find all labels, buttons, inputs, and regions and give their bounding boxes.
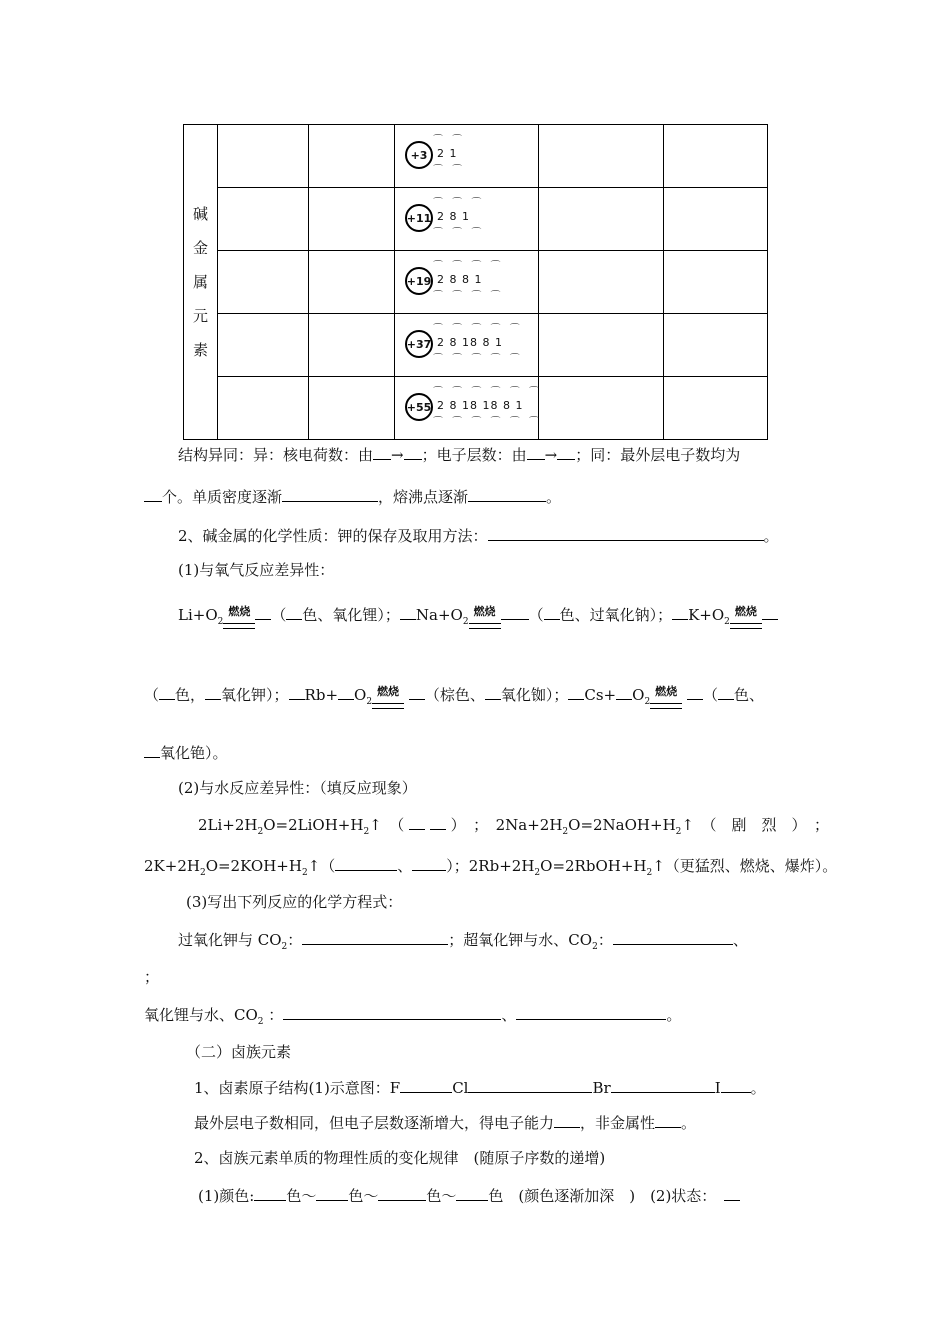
nucleus-charge: +37 (405, 330, 433, 358)
text-segment: K+O (688, 606, 725, 624)
text-segment: 、 (501, 1006, 517, 1024)
subscript: 2 (217, 617, 224, 627)
blank-cell[interactable] (309, 188, 395, 251)
subscript: 2 (257, 827, 264, 837)
blank-cell[interactable] (218, 377, 309, 440)
shell-electrons: 2 8 8 1 (437, 273, 483, 286)
text-segment: ）；2Rb+2H (446, 857, 535, 875)
blank-input[interactable] (687, 684, 703, 700)
table-row (184, 251, 768, 314)
atom-structure-diagram-na (403, 194, 533, 244)
blank-input[interactable] (412, 855, 446, 871)
density-line (144, 486, 561, 507)
lithium-oxide-equation-line (144, 1004, 681, 1032)
table-row (184, 125, 768, 188)
blank-input[interactable] (724, 1185, 740, 1201)
blank-input[interactable] (378, 1185, 426, 1201)
halogen-structure-line (194, 1077, 766, 1098)
atom-diagram-cell (395, 188, 539, 251)
blank-input[interactable] (456, 1185, 488, 1201)
blank-input[interactable] (762, 604, 778, 620)
blank-input[interactable] (316, 1185, 348, 1201)
text-segment: Rb+ (304, 686, 339, 704)
text-segment: 色， (175, 686, 206, 704)
text-segment: 1、卤素原子结构(1)示意图：F (194, 1079, 401, 1097)
text-segment: 氧化锂与水、CO (144, 1006, 258, 1024)
text-segment: 个。单质密度逐渐 (162, 488, 283, 506)
blank-input[interactable] (655, 1112, 681, 1128)
text-segment: 最外层电子数相同，但电子层数逐渐增大，得电子能力 (194, 1114, 555, 1132)
blank-input[interactable] (501, 604, 529, 620)
blank-input[interactable] (286, 604, 302, 620)
shell-arcs-bottom: ⌒ ⌒ ⌒ ⌒ ⌒ ⌒ (433, 417, 542, 428)
text-segment: 色 (颜色逐渐加深 ) (2)状态： (488, 1187, 709, 1205)
subscript: 2 (281, 942, 288, 952)
text-segment: O=2KOH+H (205, 857, 302, 875)
atom-diagram-cell (395, 125, 539, 188)
text-segment: I (714, 1079, 721, 1097)
arrow-glyph: → (391, 446, 404, 464)
structure-comparison-line (178, 444, 740, 465)
text-segment: 2、碱金属的化学性质：钾的保存及取用方法： (178, 527, 488, 545)
blank-input[interactable] (289, 684, 305, 700)
blank-input[interactable] (611, 1077, 715, 1093)
blank-cell[interactable] (539, 377, 664, 440)
blank-input[interactable] (718, 684, 734, 700)
water-reaction-line-1 (198, 814, 829, 842)
subscript: 2 (534, 868, 541, 878)
blank-input[interactable] (468, 486, 546, 502)
text-segment: ↑ （ (369, 816, 405, 834)
blank-input[interactable] (373, 444, 391, 460)
blank-input[interactable] (468, 1077, 592, 1093)
shell-electrons: 2 8 18 8 1 (437, 336, 503, 349)
blank-input[interactable] (721, 1077, 751, 1093)
water-reaction-heading: (2)与水反应差异性：（填反应现象） (178, 779, 417, 797)
blank-cell[interactable] (539, 188, 664, 251)
subscript: 2 (462, 617, 469, 627)
outer-electron-line (194, 1112, 696, 1133)
shell-arcs-top: ⌒ ⌒ ⌒ ⌒ ⌒ (433, 324, 523, 335)
text-segment: 色、氧化锂）； (302, 606, 400, 624)
nucleus-charge: +19 (405, 267, 433, 295)
nucleus-charge: +11 (405, 204, 433, 232)
blank-cell[interactable] (539, 125, 664, 188)
subscript: 2 (646, 868, 653, 878)
blank-input[interactable] (335, 855, 397, 871)
shell-arcs-bottom: ⌒ ⌒ ⌒ ⌒ (433, 291, 504, 302)
reaction-condition: 燃烧 (228, 605, 251, 618)
text-segment: ；同：最外层电子数均为 (575, 446, 741, 464)
reaction-condition: 燃烧 (377, 685, 400, 698)
text-segment: Na+O (415, 606, 463, 624)
blank-cell[interactable] (218, 314, 309, 377)
atom-diagram-cell (395, 377, 542, 440)
atom-structure-diagram-k (403, 257, 533, 307)
subscript: 2 (301, 868, 308, 878)
blank-input[interactable] (409, 814, 425, 830)
subscript: 2 (675, 827, 682, 837)
blank-input[interactable] (527, 444, 545, 460)
blank-input[interactable] (283, 1004, 501, 1020)
continuation-semicolon: ； (144, 968, 160, 986)
shell-arcs-top: ⌒ ⌒ (433, 135, 466, 146)
text-segment: 。 (681, 1114, 697, 1132)
blank-cell[interactable] (218, 125, 309, 188)
blank-cell[interactable] (309, 125, 395, 188)
table-row (184, 188, 768, 251)
group-label-char: 金 (192, 239, 208, 257)
text-segment: ，熔沸点逐渐 (378, 488, 469, 506)
alkali-metal-table (183, 124, 768, 440)
halogen-section-title: （二）卤族元素 (186, 1043, 292, 1061)
text-segment: ↑ （ 剧 烈 ） ； (681, 816, 829, 834)
blank-cell[interactable] (664, 251, 768, 314)
text-segment: ↑（ (307, 857, 336, 875)
subscript: 2 (724, 617, 730, 627)
blank-input[interactable] (302, 929, 448, 945)
blank-cell[interactable] (309, 377, 395, 440)
blank-input[interactable] (488, 525, 764, 541)
text-segment: 。 (546, 488, 562, 506)
atom-diagram-cell (395, 314, 539, 377)
text-segment: (1)颜色: (198, 1187, 255, 1205)
text-segment: 、 (732, 931, 748, 949)
text-segment: O (632, 686, 645, 704)
atom-structure-diagram-rb (403, 320, 533, 370)
blank-input[interactable] (409, 684, 425, 700)
text-segment: 色～ (348, 1187, 379, 1205)
shell-electrons: 2 1 (437, 147, 458, 160)
atom-structure-diagram-li (403, 131, 533, 181)
nucleus-charge: +3 (405, 141, 433, 169)
blank-input[interactable] (516, 1004, 666, 1020)
text-segment: ，非金属性 (580, 1114, 656, 1132)
reaction-condition: 燃烧 (473, 605, 496, 618)
text-segment: 2Li+2H (198, 816, 258, 834)
text-segment: 。 (750, 1079, 766, 1097)
text-segment: Li+O (178, 606, 218, 624)
blank-input[interactable] (254, 1185, 286, 1201)
reaction-equals-sign (469, 605, 501, 632)
group-label-char: 碱 (192, 205, 208, 223)
shell-arcs-bottom: ⌒ ⌒ ⌒ ⌒ ⌒ (433, 354, 523, 365)
text-segment: 2K+2H (144, 857, 200, 875)
text-segment: 色、 (733, 686, 764, 704)
table-row (184, 314, 768, 377)
arrow-glyph: → (544, 446, 558, 464)
oxygen-reaction-line-2 (144, 684, 764, 712)
text-segment: ↑（更猛烈、燃烧、爆炸）。 (652, 857, 838, 875)
subscript: 2 (592, 942, 598, 952)
blank-cell[interactable] (539, 251, 664, 314)
blank-cell[interactable] (664, 377, 768, 440)
subscript: 2 (644, 697, 651, 707)
text-segment: 色～ (286, 1187, 317, 1205)
table-row (184, 377, 768, 440)
blank-cell[interactable] (218, 251, 309, 314)
text-segment: （ (528, 606, 544, 624)
blank-input[interactable] (144, 486, 162, 502)
text-segment: O=2NaOH+H (568, 816, 676, 834)
blank-cell[interactable] (309, 314, 395, 377)
text-segment: （ (144, 686, 160, 704)
blank-input[interactable] (485, 684, 501, 700)
text-segment: （ (271, 606, 287, 624)
text-segment: 结构异同：异：核电荷数：由 (178, 446, 374, 464)
group-label-char: 素 (192, 341, 208, 359)
equation-heading: (3)写出下列反应的化学方程式： (186, 893, 403, 911)
chemical-properties-line (178, 525, 779, 546)
color-state-line (198, 1185, 740, 1206)
blank-input[interactable] (282, 486, 378, 502)
text-segment: O=2RbOH+H (540, 857, 647, 875)
reaction-condition: 燃烧 (655, 685, 678, 698)
blank-cell[interactable] (664, 125, 768, 188)
text-segment: ） ； 2Na+2H (450, 816, 563, 834)
blank-input[interactable] (205, 684, 221, 700)
blank-input[interactable] (404, 444, 422, 460)
water-reaction-line-2 (144, 855, 837, 883)
text-segment: Cl (452, 1079, 469, 1097)
text-segment: 。 (666, 1006, 682, 1024)
text-segment: 氧化铷）； (500, 686, 569, 704)
text-segment: ： (597, 931, 613, 949)
text-segment: ；电子层数：由 (421, 446, 527, 464)
text-segment: 氧化铯）。 (160, 744, 228, 762)
blank-input[interactable] (554, 1112, 580, 1128)
subscript: 2 (562, 827, 569, 837)
reaction-equals-sign (730, 605, 762, 632)
blank-cell[interactable] (664, 314, 768, 377)
blank-cell[interactable] (539, 314, 664, 377)
shell-arcs-top: ⌒ ⌒ ⌒ (433, 198, 485, 209)
text-segment: ： (287, 931, 303, 949)
text-segment: 过氧化钾与 CO (178, 931, 282, 949)
shell-arcs-top: ⌒ ⌒ ⌒ ⌒ (433, 261, 504, 272)
reaction-equals-sign (650, 685, 682, 712)
shell-electrons: 2 8 18 18 8 1 (437, 399, 524, 412)
text-segment: ；超氧化钾与水、CO (448, 931, 593, 949)
atom-structure-diagram-cs (403, 383, 542, 433)
blank-input[interactable] (255, 604, 271, 620)
blank-input[interactable] (672, 604, 688, 620)
reaction-equals-sign (223, 605, 255, 632)
shell-arcs-top: ⌒ ⌒ ⌒ ⌒ ⌒ ⌒ (433, 387, 542, 398)
group-label-char: 元 (192, 307, 208, 325)
blank-input[interactable] (338, 684, 354, 700)
reaction-condition: 燃烧 (734, 605, 757, 618)
atom-diagram-cell (395, 251, 539, 314)
shell-arcs-bottom: ⌒ ⌒ (433, 165, 466, 176)
blank-input[interactable] (144, 742, 160, 758)
blank-input[interactable] (400, 604, 416, 620)
text-segment: 。 (763, 527, 779, 545)
nucleus-charge: +55 (405, 393, 433, 421)
peroxide-equation-line (178, 929, 748, 957)
text-segment: 、 (397, 857, 413, 875)
oxygen-reaction-line-3 (144, 742, 228, 763)
blank-input[interactable] (616, 684, 632, 700)
subscript: 2 (366, 697, 373, 707)
text-segment: ： (268, 1006, 284, 1024)
text-segment: Cs+ (584, 686, 617, 704)
blank-cell[interactable] (309, 251, 395, 314)
subscript: 2 (199, 868, 206, 878)
subscript: 2 (257, 1017, 264, 1027)
text-segment: O=2LiOH+H (263, 816, 364, 834)
text-segment: Br (592, 1079, 611, 1097)
blank-input[interactable] (544, 604, 560, 620)
shell-arcs-bottom: ⌒ ⌒ ⌒ (433, 228, 485, 239)
text-segment: 氧化钾）； (221, 686, 289, 704)
oxygen-reaction-heading: (1)与氧气反应差异性： (178, 561, 335, 579)
text-segment: 色～ (426, 1187, 457, 1205)
group-label-cell (184, 125, 218, 440)
text-segment: （ (702, 686, 718, 704)
blank-input[interactable] (430, 814, 446, 830)
blank-input[interactable] (400, 1077, 452, 1093)
text-segment: 色、过氧化钠）； (559, 606, 673, 624)
blank-input[interactable] (159, 684, 175, 700)
blank-input[interactable] (613, 929, 733, 945)
text-segment: O (354, 686, 367, 704)
blank-cell[interactable] (664, 188, 768, 251)
group-label-char: 属 (192, 273, 208, 291)
text-segment: （棕色、 (424, 686, 485, 704)
shell-electrons: 2 8 1 (437, 210, 470, 223)
blank-cell[interactable] (218, 188, 309, 251)
blank-input[interactable] (557, 444, 575, 460)
reaction-equals-sign (372, 685, 404, 712)
subscript: 2 (363, 827, 370, 837)
blank-input[interactable] (568, 684, 584, 700)
physical-properties-heading: 2、卤族元素单质的物理性质的变化规律 (随原子序数的递增) (194, 1149, 606, 1167)
oxygen-reaction-line-1 (178, 604, 778, 632)
